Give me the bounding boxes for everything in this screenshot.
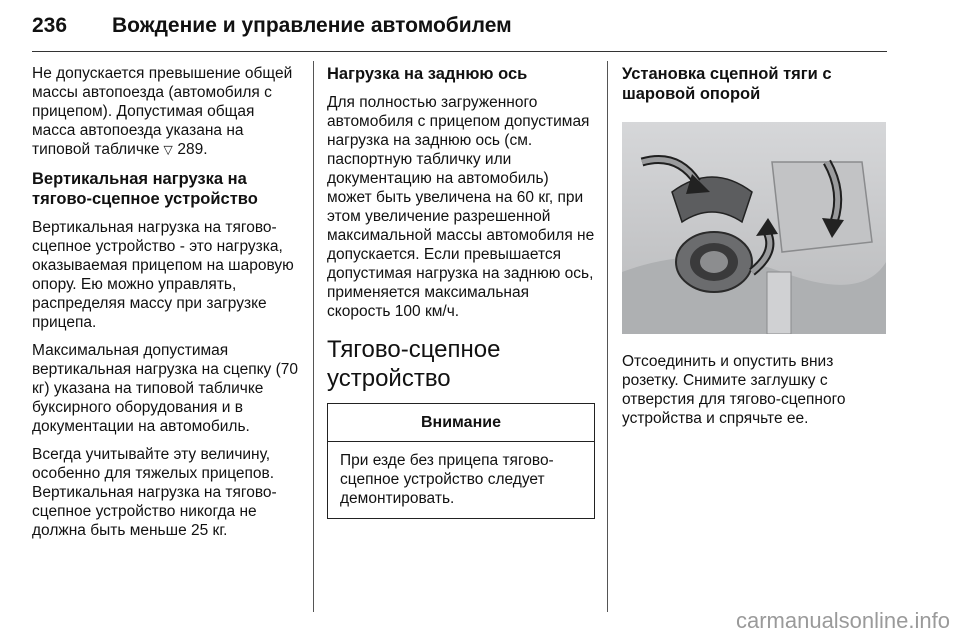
column-1 xyxy=(32,64,300,549)
header-divider xyxy=(32,51,887,52)
intro-paragraph: Не допускается превышение общей массы автопоезда (автомобиля с прицепом). Допустимая общая масса автопоезда указана на типовой табличке ▷ 289. xyxy=(32,65,293,158)
column-3 xyxy=(622,64,890,437)
paragraph: Вертикальная нагрузка на тягово-сцепное устройство - это нагрузка, оказываемая прицепом на шаровую опору. Ею можно управлять, распределяя массу при загрузке прицепа. xyxy=(32,219,294,331)
warning-title: Внимание xyxy=(328,404,594,442)
warning-box xyxy=(327,403,595,519)
intro-page-link[interactable]: 289. xyxy=(177,141,208,158)
section-title-tow-hitch: Тягово-сцепное устройство xyxy=(327,336,501,392)
tow-socket-illustration-icon xyxy=(622,122,886,334)
triangle-reference-icon: ▷ xyxy=(161,145,176,156)
column-divider-left xyxy=(313,61,314,612)
watermark: carmanualsonline.info xyxy=(735,608,950,633)
warning-text: При езде без прицепа тягово-сцепное устройство следует демонтировать. xyxy=(340,452,554,507)
paragraph: Отсоединить и опустить вниз розетку. Снимите заглушку с отверстия для тягово-сцепного устройства и спрячьте ее. xyxy=(622,353,846,427)
page-number: 236 xyxy=(32,14,68,37)
section-heading-vertical-load: Вертикальная нагрузка на тягово-сцепное устройство xyxy=(32,170,258,208)
paragraph: Для полностью загруженного автомобиля с прицепом допустимая нагрузка на заднюю ось (см. паспортную табличку или документацию на автомобиль) может быть увеличена на 60 кг, при этом увеличение разрешенной максимальной массы автомобиля не допускается. Если превышается допустимая нагрузка на заднюю ось, применяется максимальная скорость 100 км/ч. xyxy=(327,94,595,320)
section-heading-rear-axle-load: Нагрузка на заднюю ось xyxy=(327,65,528,83)
paragraph: Максимальная допустимая вертикальная нагрузка на сцепку (70 кг) указана на типовой табличке буксирного оборудования и в документации на автомобиль. xyxy=(32,342,299,435)
column-divider-right xyxy=(607,61,608,612)
paragraph: Всегда учитывайте эту величину, особенно для тяжелых прицепов. Вертикальная нагрузка на тягово-сцепное устройство никогда не должна быть меньше 25 кг. xyxy=(32,446,277,539)
chapter-title: Вождение и управление автомобилем xyxy=(112,14,512,37)
page-header xyxy=(32,14,887,52)
column-2 xyxy=(327,64,595,519)
section-heading-install-tow-bar: Установка сцепной тяги с шаровой опорой xyxy=(622,65,832,103)
